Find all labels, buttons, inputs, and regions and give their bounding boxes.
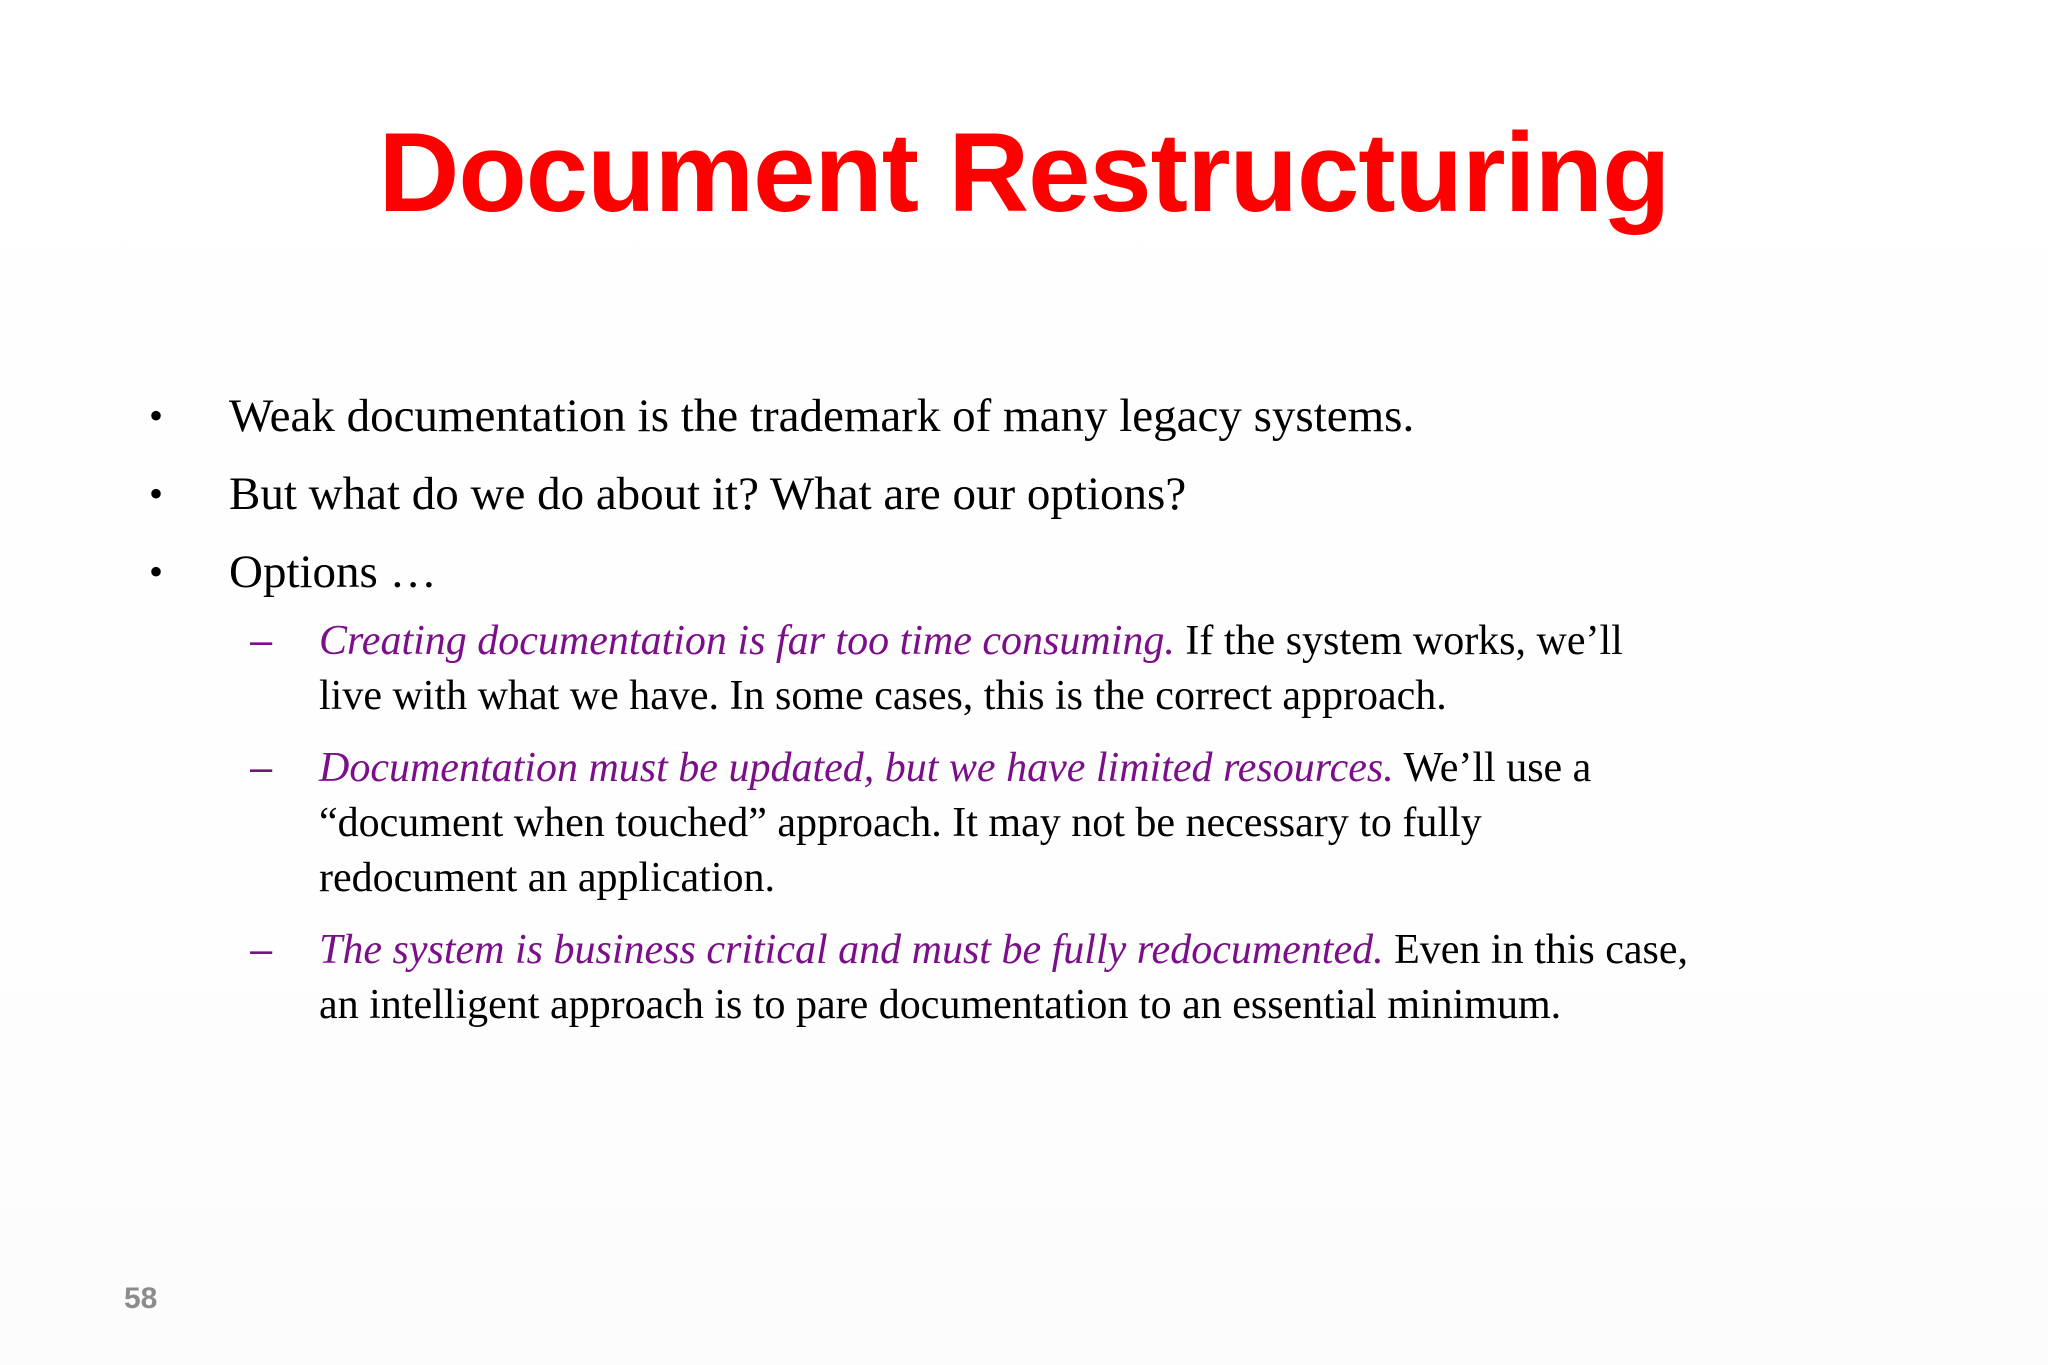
- bullet-mark: •: [149, 549, 164, 594]
- option-line: live with what we have. In some cases, this is the correct approach.: [319, 673, 1447, 719]
- option-line: “document when touched” approach. It may not be necessary to fully: [319, 800, 1482, 846]
- bullet-item: [145, 544, 1845, 600]
- bullet-item: [145, 466, 1845, 522]
- option-item: [145, 741, 1859, 906]
- sub-bullet-dash: –: [250, 619, 273, 663]
- slide-title: Document Restructuring: [378, 110, 1670, 235]
- option-line: redocument an application.: [319, 855, 775, 901]
- page-number: 58: [124, 1282, 158, 1315]
- option-emphasis: Documentation must be updated, but we have limited resources.: [319, 745, 1394, 791]
- options-list: [145, 614, 1845, 1033]
- option-text: Even in this case,: [1383, 927, 1689, 973]
- sub-bullet-dash: –: [250, 928, 273, 972]
- option-line: [319, 741, 1859, 796]
- option-line: [319, 614, 1859, 669]
- option-line: an intelligent approach is to pare documentation to an essential minimum.: [319, 982, 1562, 1028]
- bullet-mark: •: [149, 393, 164, 438]
- sub-bullet-dash: –: [250, 746, 273, 790]
- bullet-text: But what do we do about it? What are our options?: [229, 468, 1187, 520]
- option-line: [319, 923, 1859, 978]
- bullet-mark: •: [149, 471, 164, 516]
- option-text: We’ll use a: [1393, 745, 1592, 791]
- option-emphasis: The system is business critical and must be fully redocumented.: [319, 927, 1384, 973]
- option-item: [145, 614, 1859, 724]
- option-emphasis: Creating documentation is far too time consuming.: [319, 618, 1175, 664]
- option-item: [145, 923, 1859, 1033]
- bullet-item: [145, 388, 1845, 444]
- bullet-text: Weak documentation is the trademark of many legacy systems.: [229, 390, 1415, 442]
- option-text: If the system works, we’ll: [1174, 618, 1623, 664]
- bullet-text: Options …: [229, 546, 437, 598]
- slide-content: [145, 388, 1845, 1050]
